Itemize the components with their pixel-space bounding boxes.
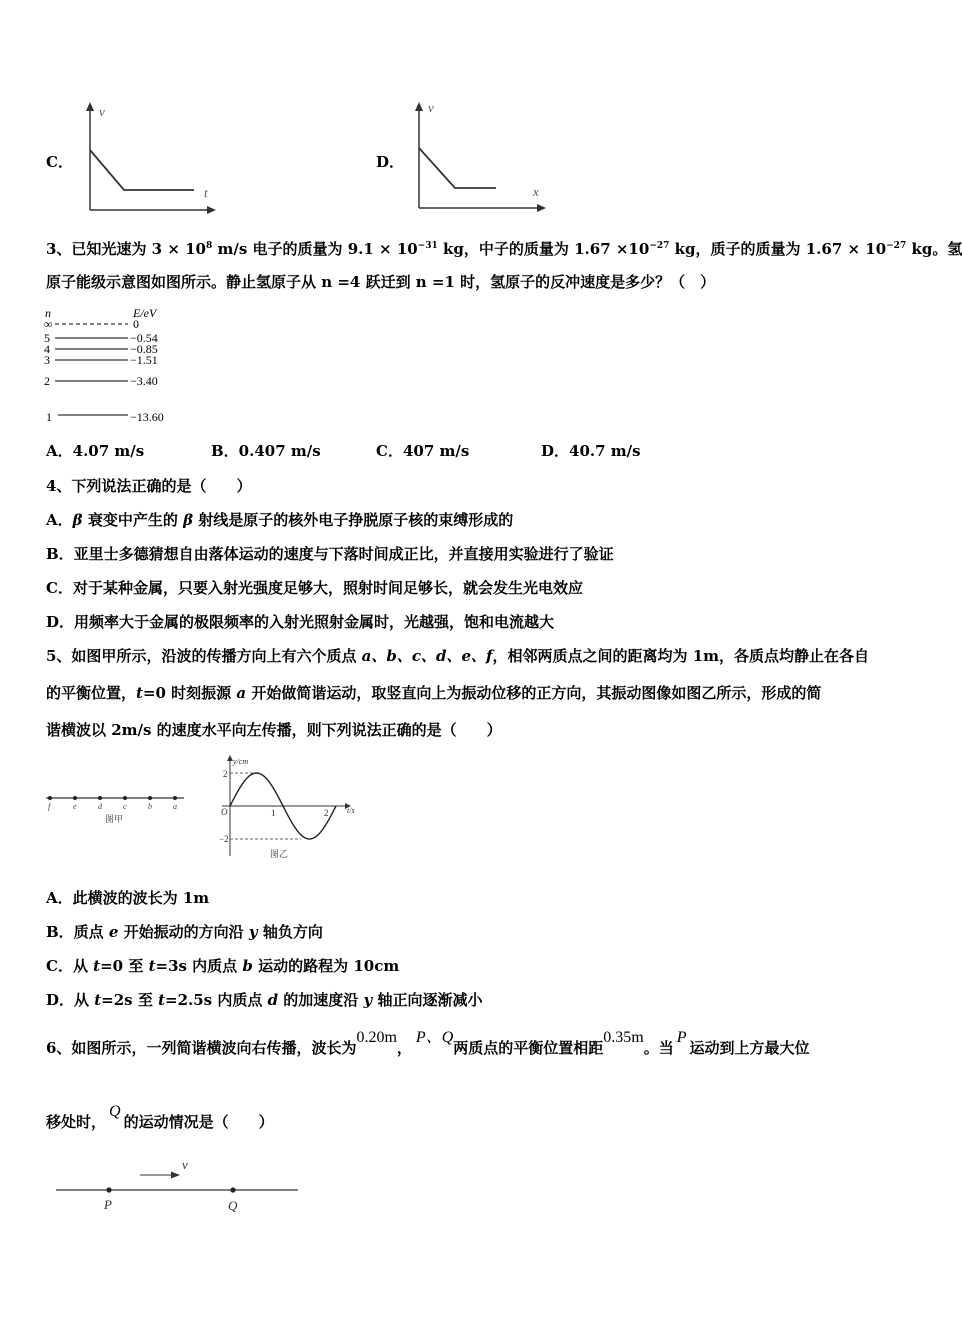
- velocity-label: v: [182, 1157, 188, 1172]
- n-axis-label: n: [45, 306, 51, 320]
- particle-f: [48, 796, 52, 800]
- q3-option-a: A．4.07 m/s: [46, 442, 145, 460]
- point-p: [106, 1187, 111, 1192]
- point-q: [230, 1187, 235, 1192]
- q3-option-d: D．40.7 m/s: [541, 442, 641, 460]
- level-e-2: −3.40: [130, 374, 158, 388]
- q3-option-c: C．407 m/s: [376, 442, 470, 460]
- particle-label-f: f: [48, 802, 51, 811]
- option-c-label: C．: [46, 153, 73, 171]
- y-tick-2: 2: [223, 769, 228, 779]
- q5-option-d: D．从 t=2s 至 t=2.5s 内质点 d 的加速度沿 y 轴正向逐渐减小: [46, 991, 483, 1009]
- q4-option-c: C．对于某种金属，只要入射光强度足够大，照射时间足够长，就会发生光电效应: [46, 579, 583, 597]
- level-n-2: 2: [44, 374, 50, 388]
- level-n-1: 1: [46, 410, 52, 424]
- velocity-arrowhead: [171, 1172, 180, 1179]
- x-axis-arrow: [537, 204, 546, 212]
- point-p-label: P: [104, 1197, 112, 1212]
- level-e-5: −0.54: [130, 331, 158, 345]
- q6-stem-line2: 移处时，Q的运动情况是（ ）: [46, 1103, 274, 1131]
- level-e-4: −0.85: [130, 342, 158, 356]
- t-axis-label: t/s: [347, 806, 355, 815]
- energy-level-diagram: [40, 303, 190, 428]
- graph-line: [419, 148, 496, 188]
- level-n-5: 5: [44, 331, 50, 345]
- q5-stem-line3: 谐横波以 2m/s 的速度水平向左传播，则下列说法正确的是（ ）: [46, 721, 502, 739]
- x-axis-label: t: [204, 185, 208, 200]
- figure-yi-caption: 图乙: [270, 849, 289, 859]
- particle-e: [73, 796, 77, 800]
- y-axis-arrow: [415, 102, 423, 111]
- q5-stem-line1: 5、如图甲所示，沿波的传播方向上有六个质点 a、b、c、d、e、f，相邻两质点之间的距离均为 1m，各质点均静止在各自: [46, 647, 870, 665]
- q4-option-a: A．β 衰变中产生的 β 射线是原子的核外电子挣脱原子核的束缚形成的: [46, 511, 514, 529]
- t-tick-1: 1: [271, 808, 276, 818]
- q4-option-b: B．亚里士多德猜想自由落体运动的速度与下落时间成正比，并直接用实验进行了验证: [46, 545, 614, 563]
- particle-a: [173, 796, 177, 800]
- q4-stem: 4、下列说法正确的是（ ）: [46, 477, 252, 495]
- q3-stem-line2: 原子能级示意图如图所示。静止氢原子从 n =4 跃迁到 n =1 时，氢原子的反冲速度是多少？（ ）: [46, 273, 716, 291]
- graph-line: [90, 150, 194, 190]
- q3-stem-line1: 3、已知光速为 $3 \times 10^8$ m/s 电子的质量为 $9.1 \times 10^{-31}$ kg，中子的质量为 $1.67 \times 10^{-27}$ kg，质子的质量为 $1.67 \times 10^{-27}$ kg。氢: [46, 240, 962, 258]
- particle-b: [148, 796, 152, 800]
- y-axis-label: y/cm: [233, 757, 249, 766]
- graph-d-v-x: [400, 98, 560, 220]
- energy-axis-label: E/eV: [133, 306, 157, 320]
- level-n-4: 4: [44, 342, 50, 356]
- figure-jia-caption: 图甲: [105, 814, 124, 824]
- particle-label-e: e: [73, 802, 77, 811]
- q5-option-a: A．此横波的波长为 1m: [46, 889, 210, 907]
- particle-c: [123, 796, 127, 800]
- y-axis-label: v: [99, 104, 105, 119]
- particle-label-b: b: [148, 802, 152, 811]
- q3-option-b: B．0.407 m/s: [211, 442, 321, 460]
- level-e-1: −13.60: [130, 410, 164, 424]
- x-axis-arrow: [207, 206, 216, 214]
- q5-option-c: C．从 t=0 至 t=3s 内质点 b 运动的路程为 10cm: [46, 957, 400, 975]
- figure-jia-particles: [40, 788, 190, 830]
- particle-label-d: d: [98, 802, 102, 811]
- q4-option-d: D．用频率大于金属的极限频率的入射光照射金属时，光越强，饱和电流越大: [46, 613, 555, 631]
- particle-d: [98, 796, 102, 800]
- level-e-inf: 0: [133, 317, 139, 331]
- q6-stem-line1: 6、如图所示，一列简谐横波向右传播，波长为0.20m，P、Q两质点的平衡位置相距0.35m。当P运动到上方最大位: [46, 1029, 810, 1057]
- q5-stem-line2: 的平衡位置，t=0 时刻振源 a 开始做简谐运动，取竖直向上为振动位移的正方向，其振动图像如图乙所示，形成的简: [46, 684, 822, 702]
- y-tick-neg2: −2: [219, 834, 229, 844]
- level-n-3: 3: [44, 353, 50, 367]
- x-axis-label: x: [533, 184, 539, 199]
- y-axis-arrow: [86, 102, 94, 111]
- point-q-label: Q: [228, 1198, 238, 1213]
- q5-option-b: B．质点 e 开始振动的方向沿 y 轴负方向: [46, 923, 323, 941]
- origin-label: O: [221, 807, 228, 817]
- particle-label-a: a: [173, 802, 177, 811]
- level-e-3: −1.51: [130, 353, 158, 367]
- y-axis-label: v: [428, 100, 434, 115]
- figure-yi-vibration-graph: [212, 752, 364, 864]
- option-d-label: D．: [376, 153, 405, 171]
- level-n-inf: ∞: [44, 317, 53, 331]
- t-tick-2: 2: [324, 808, 329, 818]
- particle-label-c: c: [123, 802, 127, 811]
- q6-wave-figure: [50, 1152, 310, 1218]
- graph-c-v-t: [70, 98, 230, 220]
